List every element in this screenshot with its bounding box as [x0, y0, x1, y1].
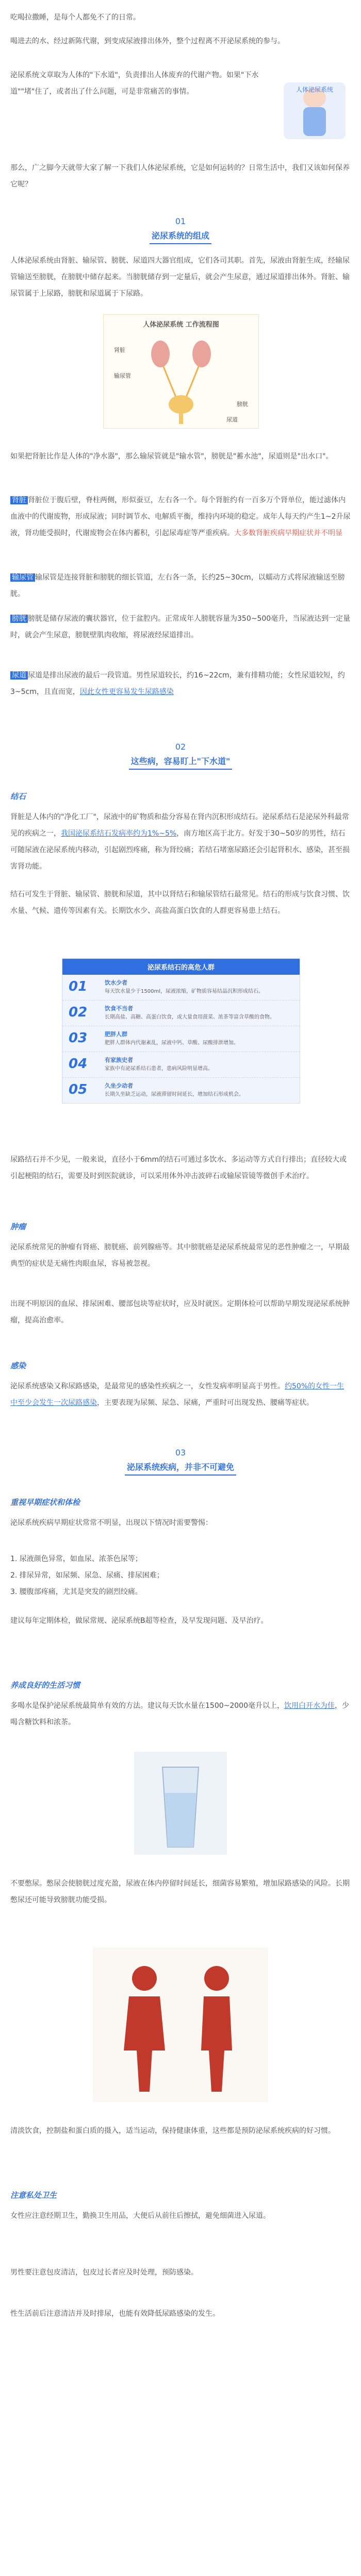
hygiene-paragraph-2: 男性要注意包皮清洁，包皮过长者应及时处理，预防感染。 [10, 2268, 198, 2277]
kidney-paragraph [10, 492, 351, 541]
card-row [62, 1026, 300, 1052]
bladder-paragraph [10, 611, 351, 643]
intro-paragraph: 那么，广之脚今天就带大家了解一下我们人体泌尿系统，它是如何运转的？日常生活中，我们又该如何保养它呢？ [10, 164, 350, 189]
section-header [0, 1448, 361, 1476]
card-row-title: 饮食不当者 [105, 1005, 133, 1012]
urethra-paragraph [10, 667, 351, 700]
subheading-symptoms: 重视早期症状和体检 [10, 1498, 80, 1507]
stone-paragraph-3: 尿路结石并不少见，一般来说，直径小于6mm的结石可通过多饮水、多运动等方式自行排出；直径较大或引起梗阻的结石，需要及时到医院就诊，可以采用体外冲击波碎石或输尿管镜等微创手术治疗。 [10, 1156, 347, 1180]
high-risk-card [62, 958, 300, 1104]
card-row-number: 02 [69, 1005, 88, 1020]
stone-paragraph [10, 809, 351, 875]
section-title: 这些病，容易盯上"下水道" [129, 755, 233, 770]
subheading-infection: 感染 [10, 1361, 26, 1370]
habit-text-2: ，少喝含糖饮料和浓茶。 [10, 1702, 349, 1726]
bladder-tag: 膀胱 [10, 615, 28, 623]
infection-text-2: ，主要表现为尿频、尿急、尿痛，严重时可出现发热、腰痛等症状。 [97, 1399, 314, 1407]
stone-text-2: ，南方地区高于北方。好发于30~50岁的男性，结石可随尿液在泌尿系统内移动，引起剧烈疼痛，称为肾绞痛；若结石堵塞尿路还会引起肾积水、感染，甚至损害肾功能。 [10, 829, 350, 871]
care-list-item: 2. 排尿异常，如尿频、尿急、尿痛、排尿困难； [10, 1571, 164, 1580]
habit-text: 多喝水是保护泌尿系统最简单有效的方法。建议每天饮水量在1500~2000毫升以上， [10, 1702, 284, 1710]
ureter-tag: 输尿管 [10, 573, 35, 582]
habit-paragraph-2: 不要憋尿。憋尿会使膀胱过度充盈，尿液在体内停留时间延长，细菌容易繁殖，增加尿路感染的风险。长期憋尿还可能导致膀胱功能受损。 [10, 1879, 350, 1904]
section-header [0, 742, 361, 770]
care-list-item: 1. 尿液颜色异常，如血尿、浓茶色尿等； [10, 1555, 142, 1563]
tumor-paragraph: 泌尿系统常见的肿瘤有肾癌、膀胱癌、前列腺癌等。其中膀胱癌是泌尿系统最常见的恶性肿瘤之一，早期最典型的症状是无痛性肉眼血尿，容易被忽视。 [10, 1243, 350, 1268]
kidney-text: 肾脏位于腹后壁，脊柱两侧，形似蚕豆，左右各一个。每个肾脏约有一百多万个肾单位，能过滤体内血液中的代谢废物，形成尿液；同时调节水、电解质平衡，维持内环境的稳定。成年人每天约产生1~2升尿液，肾功能受损时，代谢废物会在体内蓄积，引起尿毒症等严重疾病。 [10, 496, 351, 537]
card-row-number: 04 [69, 1056, 88, 1072]
urethra-text: 尿道是排出尿液的最后一段管道。男性尿道较长，约16~22cm，兼有排精功能；女性尿道较短，约3~5cm，且直而宽， [10, 671, 345, 696]
card-row-title: 饮水少者 [105, 979, 127, 986]
care-paragraph: 泌尿系统疾病早期症状常常不明显，出现以下情况时需要警惕： [10, 1519, 212, 1527]
card-row [62, 975, 300, 1001]
stone-highlight: 我国泌尿系结石发病率约为1%~5% [61, 829, 177, 838]
section-number: 02 [175, 742, 186, 752]
card-title: 泌尿系结石的高危人群 [62, 959, 300, 975]
ureter-text: 输尿管是连接肾脏和膀胱的细长管道，左右各一条，长约25~30cm，以蠕动方式将尿液输送至膀胱。 [10, 573, 345, 598]
urethra-highlight: 因此女性更容易发生尿路感染 [79, 688, 174, 696]
subheading-hygiene: 注意私处卫生 [10, 2191, 57, 2200]
stone-paragraph-2: 结石可发生于肾脏、输尿管、膀胱和尿道，其中以肾结石和输尿管结石最常见。结石的形成与饮食习惯、饮水量、气候、遗传等因素有关。长期饮水少、高盐高蛋白饮食的人群更容易患上结石。 [10, 890, 350, 915]
urinary-system-illustration [278, 77, 351, 144]
hygiene-paragraph: 女性应注意经期卫生，勤换卫生用品，大便后从前往后擦拭，避免细菌进入尿道。 [10, 2212, 270, 2220]
card-row-text: 长期久坐缺乏运动，尿液滞留时间延长，增加结石形成机会。 [105, 1092, 244, 1097]
card-row [62, 1052, 300, 1078]
subheading-tumor: 肿瘤 [10, 1222, 26, 1231]
diagram-label-bladder: 膀胱 [237, 401, 248, 408]
diagram-label-kidney: 肾脏 [114, 347, 125, 353]
section-title: 泌尿系统疾病，并非不可避免 [125, 1461, 236, 1476]
urethra-tag: 尿道 [10, 671, 28, 680]
intro-paragraph: 泌尿系统文章取为人体的"下水道"，负责排出人体废弃的代谢产物。如果"下水道""堵"住了，或者出了什么问题，可是非常痛苦的事情。 [10, 71, 259, 96]
section-number: 03 [175, 1448, 186, 1458]
card-row-title: 有家族史者 [105, 1057, 133, 1063]
hygiene-paragraph-3: 性生活前后注意清洁并及时排尿，也能有效降低尿路感染的发生。 [10, 2310, 220, 2318]
habit-highlight: 饮用白开水为佳 [284, 1702, 335, 1710]
kidney-highlight: 大多数肾脏疾病早期症状并不明显 [234, 529, 342, 537]
body-paragraph: 人体泌尿系统由肾脏、输尿管、膀胱、尿道四大器官组成，它们各司其职。首先，尿液由肾脏生成，经输尿管输送至膀胱，在膀胱中储存起来。当膀胱储存到一定量后，就会产生尿意，通过尿道排出体外。肾脏、输尿管属于上尿路，膀胱和尿道属于下尿路。 [10, 257, 350, 298]
section-title: 泌尿系统的组成 [150, 229, 211, 244]
card-row [62, 1001, 300, 1026]
card-row-text: 肥胖人群体内代谢紊乱，尿液中钙、草酸、尿酸排泄增加。 [105, 1040, 239, 1046]
habit-paragraph [10, 1698, 351, 1731]
card-row-title: 久坐少动者 [105, 1082, 133, 1089]
hold-urine-illustration [93, 1947, 268, 2102]
section-number: 01 [175, 216, 186, 226]
card-row-text: 长期高盐、高糖、高蛋白饮食，或大量食用菠菜、浓茶等富含草酸的食物。 [105, 1014, 275, 1020]
kidney-tag: 肾脏 [10, 496, 28, 504]
tumor-paragraph-2: 出现不明原因的血尿、排尿困难、腰部包块等症状时，应及时就医。定期体检可以帮助早期发现泌尿系统肿瘤，提高治愈率。 [10, 1300, 350, 1325]
habit-paragraph-3: 清淡饮食，控制盐和蛋白质的摄入，适当运动，保持健康体重，这些都是预防泌尿系统疾病的好习惯。 [10, 2127, 335, 2135]
card-row [62, 1078, 300, 1103]
care-list-item: 3. 腰腹部疼痛，尤其是突发的剧烈绞痛。 [10, 1588, 142, 1596]
section-header [0, 216, 361, 244]
intro-paragraph: 喝进去的水、经过新陈代谢，到变成尿液排出体外，整个过程离不开泌尿系统的参与。 [10, 37, 285, 45]
illustration-caption: 人体泌尿系统 [296, 86, 334, 93]
infection-highlight: 约50%的女性一生中至少会发生一次尿路感染 [10, 1382, 344, 1407]
card-row-title: 肥胖人群 [105, 1031, 127, 1038]
body-paragraph: 如果把肾脏比作是人体的"净水器"，那么输尿管就是"输水管"，膀胱是"蓄水池"，尿道则是"出水口"。 [10, 452, 333, 461]
stone-text: 肾脏是人体内的"净化工厂"，尿液中的矿物质和盐分容易在肾内沉积形成结石。泌尿系结石是泌尿外科最常见的疾病之一， [10, 813, 349, 838]
card-row-number: 05 [69, 1082, 88, 1097]
ureter-paragraph [10, 569, 351, 602]
card-row-text: 每天饮水量少于1500ml，尿液浓缩，矿物质容易结晶沉积形成结石。 [105, 989, 264, 994]
urinary-flow-diagram [103, 314, 259, 429]
care-paragraph-2: 建议每年定期体检，做尿常规、泌尿系统B超等检查，及早发现问题、及早治疗。 [10, 1617, 268, 1625]
diagram-title: 人体泌尿系统 工作流程图 [143, 321, 219, 329]
infection-paragraph [10, 1378, 351, 1411]
card-row-number: 01 [69, 979, 88, 994]
infection-text: 泌尿系统感染又称尿路感染，是最常见的感染性疾病之一，女性发病率明显高于男性。 [10, 1382, 285, 1391]
subheading-stone: 结石 [10, 792, 26, 801]
card-row-text: 家族中有泌尿系结石患者，患病风险明显增高。 [105, 1066, 213, 1072]
bladder-text: 膀胱是储存尿液的囊状器官，位于盆腔内。正常成年人膀胱容量为350~500毫升，当尿液达到一定量时，就会产生尿意，膀胱壁肌肉收缩，将尿液经尿道排出。 [10, 615, 351, 639]
subheading-habits: 养成良好的生活习惯 [10, 1681, 80, 1690]
water-glass-image [134, 1752, 227, 1855]
diagram-label-ureter: 输尿管 [114, 372, 131, 379]
intro-paragraph: 吃喝拉撒睡，是每个人都免不了的日常。 [10, 13, 140, 22]
card-row-number: 03 [69, 1030, 88, 1046]
diagram-label-urethra: 尿道 [226, 416, 238, 423]
